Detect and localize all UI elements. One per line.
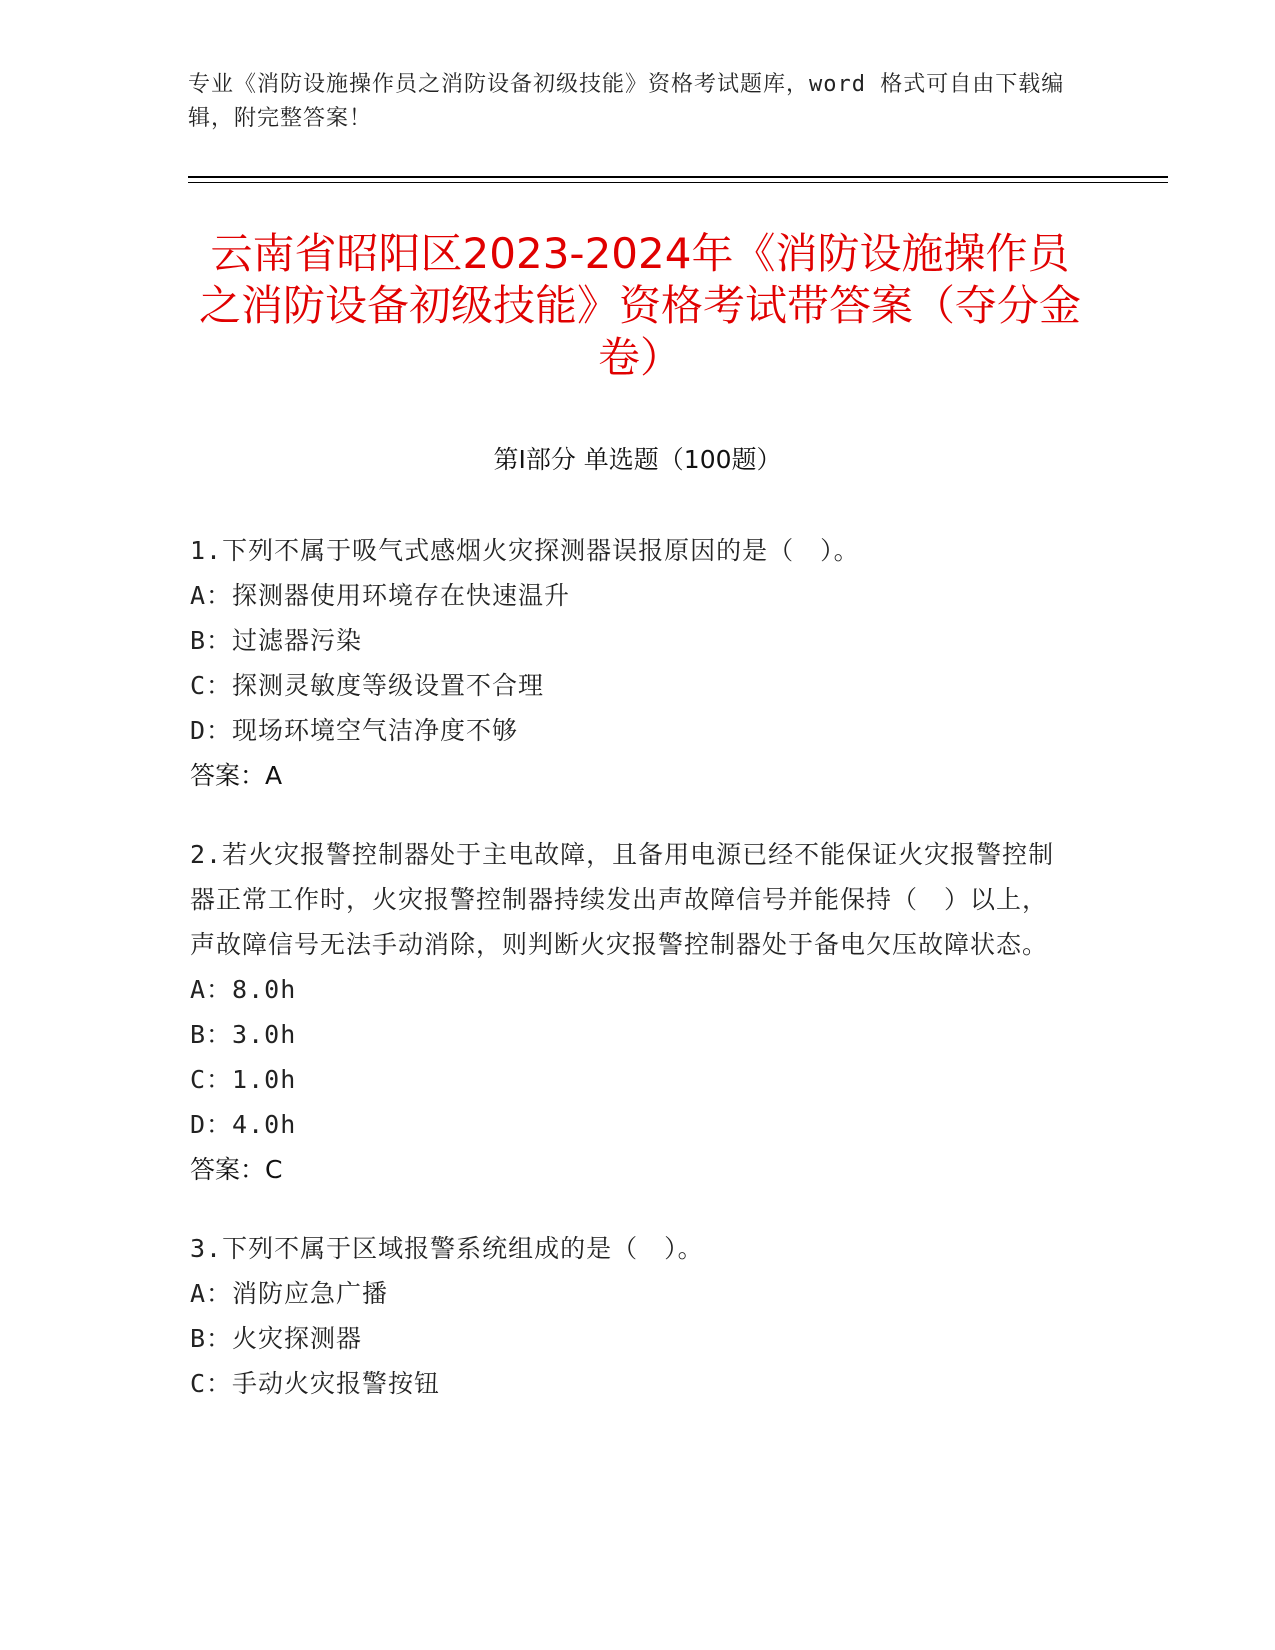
answer-line: 答案：C [190, 1155, 283, 1184]
option-a: A：8.0h [190, 975, 297, 1004]
option-b: B：3.0h [190, 1020, 297, 1049]
option-c: C：探测灵敏度等级设置不合理 [190, 671, 545, 700]
question-3 [190, 1226, 1070, 1406]
option-d: D：4.0h [190, 1110, 297, 1139]
question-2 [190, 832, 1070, 1192]
question-list [190, 528, 1070, 1440]
question-stem: 3.下列不属于区域报警系统组成的是（ ）。 [190, 1234, 704, 1263]
question-1 [190, 528, 1070, 798]
option-d: D：现场环境空气洁净度不够 [190, 716, 519, 745]
option-c: C：1.0h [190, 1065, 297, 1094]
option-a: A：探测器使用环境存在快速温升 [190, 581, 571, 610]
header-rule-thin [188, 182, 1168, 183]
option-b: B：过滤器污染 [190, 626, 363, 655]
option-b: B：火灾探测器 [190, 1324, 363, 1353]
option-a: A：消防应急广播 [190, 1279, 389, 1308]
option-c: C：手动火灾报警按钮 [190, 1369, 441, 1398]
question-stem: 1.下列不属于吸气式感烟火灾探测器误报原因的是（ ）。 [190, 536, 860, 565]
answer-line: 答案：A [190, 761, 283, 790]
page-header-note: 专业《消防设施操作员之消防设备初级技能》资格考试题库，word 格式可自由下载编辑，附完整答案！ [188, 72, 1065, 131]
document-title: 云南省昭阳区2023-2024年《消防设施操作员之消防设备初级技能》资格考试带答案（夺分金卷） [198, 229, 1081, 382]
section-heading: 第Ⅰ部分 单选题（100题） [493, 445, 782, 474]
header-rule-thick [188, 176, 1168, 178]
question-stem: 2.若火灾报警控制器处于主电故障，且备用电源已经不能保证火灾报警控制器正常工作时，火灾报警控制器持续发出声故障信号并能保持（ ）以上，声故障信号无法手动消除，则判断火灾报警控制器处于备电欠压故障状态。 [190, 840, 1055, 959]
